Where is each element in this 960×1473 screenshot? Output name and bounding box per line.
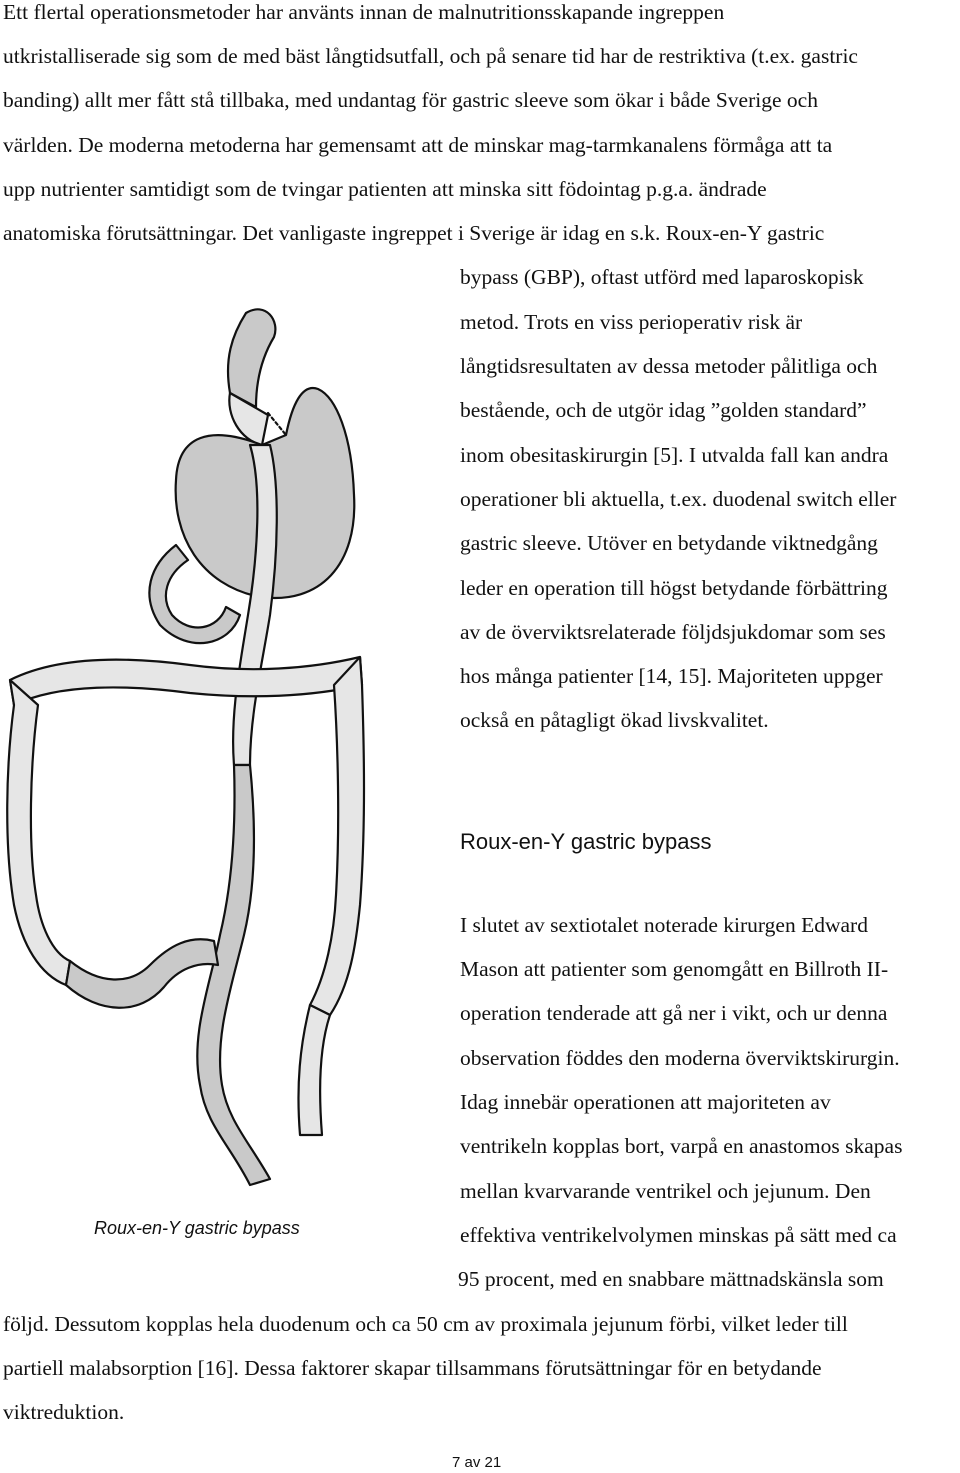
common-channel-shape [197,765,270,1185]
ascending-colon-shape [7,680,70,985]
text-line: 95 procent, med en snabbare mättnadskänsla som [458,1267,884,1291]
text-line: viktreduktion. [3,1400,125,1424]
text-line: effektiva ventrikelvolymen minskas på sätt med ca [460,1223,897,1247]
text-line: partiell malabsorption [16]. Dessa faktorer skapar tillsammans förutsättningar för en betydande [3,1356,822,1380]
text-line: bestående, och de utgör idag ”golden standard” [460,398,867,422]
page-number: 7 av 21 [452,1454,502,1471]
text-line: ventrikeln kopplas bort, varpå en anastomos skapas [460,1134,903,1158]
text-line: gastric sleeve. Utöver en betydande viktnedgång [460,531,878,555]
transverse-colon-shape [10,657,362,705]
text-line: Ett flertal operationsmetoder har använts innan de malnutritionsskapande ingreppen [3,0,725,24]
text-line: av de överviktsrelaterade följdsjukdomar som ses [460,620,886,644]
text-line: också en påtagligt ökad livskvalitet. [460,708,769,732]
text-line: inom obesitaskirurgin [5]. I utvalda fall kan andra [460,443,889,467]
text-line: Mason att patienter som genomgått en Billroth II- [460,957,889,981]
text-line: mellan kvarvarande ventrikel och jejunum. Den [460,1179,871,1203]
text-line: observation föddes den moderna överviktskirurgin. [460,1046,900,1070]
figure-caption: Roux-en-Y gastric bypass [94,1218,300,1238]
text-line: banding) allt mer fått stå tillbaka, med undantag för gastric sleeve som ökar i både Sverige och [3,88,818,112]
text-line: utkristalliserade sig som de med bäst långtidsutfall, och på senare tid har de restriktiva (t.ex. gastric [3,44,858,68]
rectum-shape [298,1005,330,1135]
text-line: metod. Trots en viss perioperativ risk är [460,310,803,334]
text-line: Idag innebär operationen att majoriteten av [460,1090,831,1114]
text-line: I slutet av sextiotalet noterade kirurgen Edward [460,913,868,937]
text-line: följd. Dessutom kopplas hela duodenum och ca 50 cm av proximala jejunum förbi, vilket leder till [3,1312,848,1336]
text-line: världen. De moderna metoderna har gemensamt att de minskar mag-tarmkanalens förmåga att ta [3,133,833,157]
gastric-bypass-illustration [0,285,440,1205]
text-line: hos många patienter [14, 15]. Majoriteten uppger [460,664,883,688]
text-line: leder en operation till högst betydande förbättring [460,576,888,600]
text-line: bypass (GBP), oftast utförd med laparoskopisk [460,265,864,289]
text-line: operationer bli aktuella, t.ex. duodenal switch eller [460,487,897,511]
esophagus-shape [228,309,275,407]
section-heading: Roux-en-Y gastric bypass [460,829,712,854]
text-line: långtidsresultaten av dessa metoder pålitliga och [460,354,878,378]
staple-line-shape [268,413,286,435]
text-line: anatomiska förutsättningar. Det vanligaste ingreppet i Sverige är idag en s.k. Roux-en-Y gastric [3,221,825,245]
text-line: upp nutrienter samtidigt som de tvingar patienten att minska sitt födointag p.g.a. ändrade [3,177,767,201]
text-line: operation tenderade att gå ner i vikt, och ur denna [460,1001,888,1025]
descending-colon-shape [310,657,364,1015]
small-bowel-shape [66,939,218,1007]
